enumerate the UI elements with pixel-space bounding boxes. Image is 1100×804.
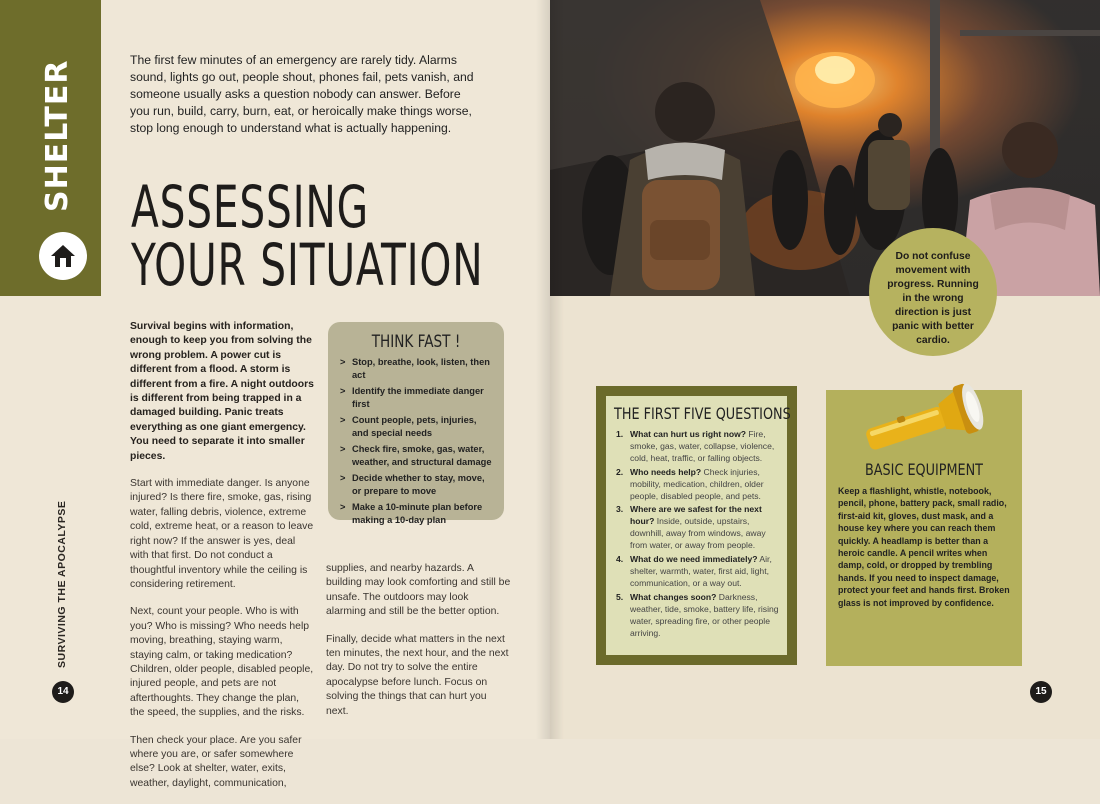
home-icon bbox=[39, 232, 87, 280]
think-fast-title: THINK FAST ! bbox=[371, 332, 461, 352]
item-answer: Check injuries, mobility, medication, children, older people, disabled people, and pets. bbox=[630, 466, 764, 501]
item-number: 1. bbox=[616, 429, 624, 439]
list-item bbox=[614, 554, 779, 590]
page-number-left: 14 bbox=[52, 681, 74, 703]
list-item bbox=[614, 504, 779, 552]
body-paragraph: Finally, decide what matters in the next ten minutes, the next hour, and the next day. Do not try to solve the entire apocalypse before lunch. Focus on solving the things that can hurt you next. bbox=[326, 633, 509, 717]
lead-paragraph: Survival begins with information, enough to keep you from solving the wrong problem. A power cut is different from a flood. A storm is different from a fire. A night outdoors is different from being trapped in a damaged building. Panic treats everything as one giant emergency. You need to separate it into smaller pieces. bbox=[130, 321, 314, 462]
list-item: > Count people, pets, injuries, and special needs bbox=[338, 414, 494, 440]
section-label: SHELTER bbox=[40, 59, 75, 212]
page-gutter bbox=[536, 0, 564, 739]
list-item: > Make a 10-minute plan before making a 10-day plan bbox=[338, 501, 494, 527]
title-line-2: YOUR SITUATION bbox=[131, 231, 484, 299]
body-column-2 bbox=[326, 562, 511, 732]
first-five-title: THE FIRST FIVE QUESTIONS bbox=[614, 404, 791, 423]
first-five-questions-box bbox=[596, 386, 797, 665]
item-number: 4. bbox=[616, 554, 624, 565]
item-answer: Air, shelter, warmth, water, first aid, light, communication, or a way out. bbox=[630, 554, 772, 588]
page-title bbox=[131, 173, 484, 299]
list-item bbox=[614, 467, 779, 503]
item-number: 5. bbox=[616, 591, 624, 602]
evacuation-photo bbox=[550, 0, 1100, 296]
first-five-inner bbox=[606, 396, 791, 655]
question-list bbox=[614, 429, 779, 639]
item-number: 2. bbox=[616, 466, 624, 477]
item-question: What changes soon? bbox=[630, 591, 717, 602]
item-question: What can hurt us right now? bbox=[630, 429, 747, 439]
callout-bubble: Do not confuse movement with progress. Running in the wrong direction is just panic with better cardio. bbox=[869, 228, 997, 356]
equipment-title: BASIC EQUIPMENT bbox=[865, 460, 983, 479]
body-paragraph: Next, count your people. Who is with you? Who is missing? Who needs help moving, breathing, staying warm, staying calm, or taking medication? Children, older people, disabled people, injured people, and pets are not afterthoughts. They change the plan, the speed, the supplies, and the risks. bbox=[130, 606, 314, 719]
item-question: Where are we safest for the next hour? bbox=[630, 504, 762, 527]
book-title-footer: SURVIVING THE APOCALYPSE bbox=[56, 500, 68, 668]
list-item bbox=[614, 429, 779, 465]
page-number-right: 15 bbox=[1030, 681, 1052, 703]
list-item: > Decide whether to stay, move, or prepare to move bbox=[338, 472, 494, 498]
think-fast-list bbox=[338, 356, 494, 527]
list-item: > Stop, breathe, look, listen, then act bbox=[338, 356, 494, 382]
list-item bbox=[614, 592, 779, 640]
item-question: Who needs help? bbox=[630, 466, 702, 477]
body-paragraph: supplies, and nearby hazards. A building may look comforting and still be unsafe. The outdoors may look alarming and still be the better option. bbox=[326, 563, 511, 618]
list-item: > Check fire, smoke, gas, water, weather, and structural damage bbox=[338, 443, 494, 469]
body-paragraph: Start with immediate danger. Is anyone injured? Is there fire, smoke, gas, rising water, falling debris, violence, extreme cold, extreme heat, or a reason to leave right now? If the answer is yes, deal with that first. Do not conduct a thoughtful inventory while the ceiling is considering retirement. bbox=[130, 478, 314, 590]
item-answer: Fire, smoke, gas, water, collapse, violence, cold, heat, traffic, or falling objects. bbox=[630, 429, 775, 463]
list-item: > Identify the immediate danger first bbox=[338, 385, 494, 411]
title-line-1: ASSESSING bbox=[131, 173, 369, 241]
item-number: 3. bbox=[616, 504, 624, 515]
body-column-1 bbox=[130, 320, 315, 804]
station-fire-image bbox=[550, 0, 1100, 296]
item-question: What do we need immediately? bbox=[630, 554, 758, 565]
think-fast-box bbox=[328, 322, 504, 525]
body-paragraph: Then check your place. Are you safer where you are, or safer somewhere else? Look at shelter, water, exits, weather, daylight, communication, bbox=[130, 734, 302, 789]
item-answer: Inside, outside, upstairs, downhill, away from windows, away from water, or away from people. bbox=[630, 516, 766, 551]
equipment-text: Keep a flashlight, whistle, notebook, pencil, phone, battery pack, small radio, first-aid kit, gloves, dust mask, and a house key where you can reach them quickly. A headlamp is better than a heroic candle. A pencil writes when damp, cold, or dropped by trembling hands. If you need to inspect damage, protect your feet and hands first. Broken glass is not improved by confidence. bbox=[838, 486, 1010, 608]
intro-paragraph: The first few minutes of an emergency are rarely tidy. Alarms sound, lights go out, people shout, phones fail, pets vanish, and someone usually asks a question nobody can answer. Before you run, build, carry, burn, eat, or heroically make things worse, stop long enough to understand what is actually happening. bbox=[130, 53, 474, 135]
item-answer: Darkness, weather, tide, smoke, battery life, rising water, spreading fire, or other people arriving. bbox=[630, 591, 779, 638]
flashlight-icon bbox=[858, 378, 998, 463]
